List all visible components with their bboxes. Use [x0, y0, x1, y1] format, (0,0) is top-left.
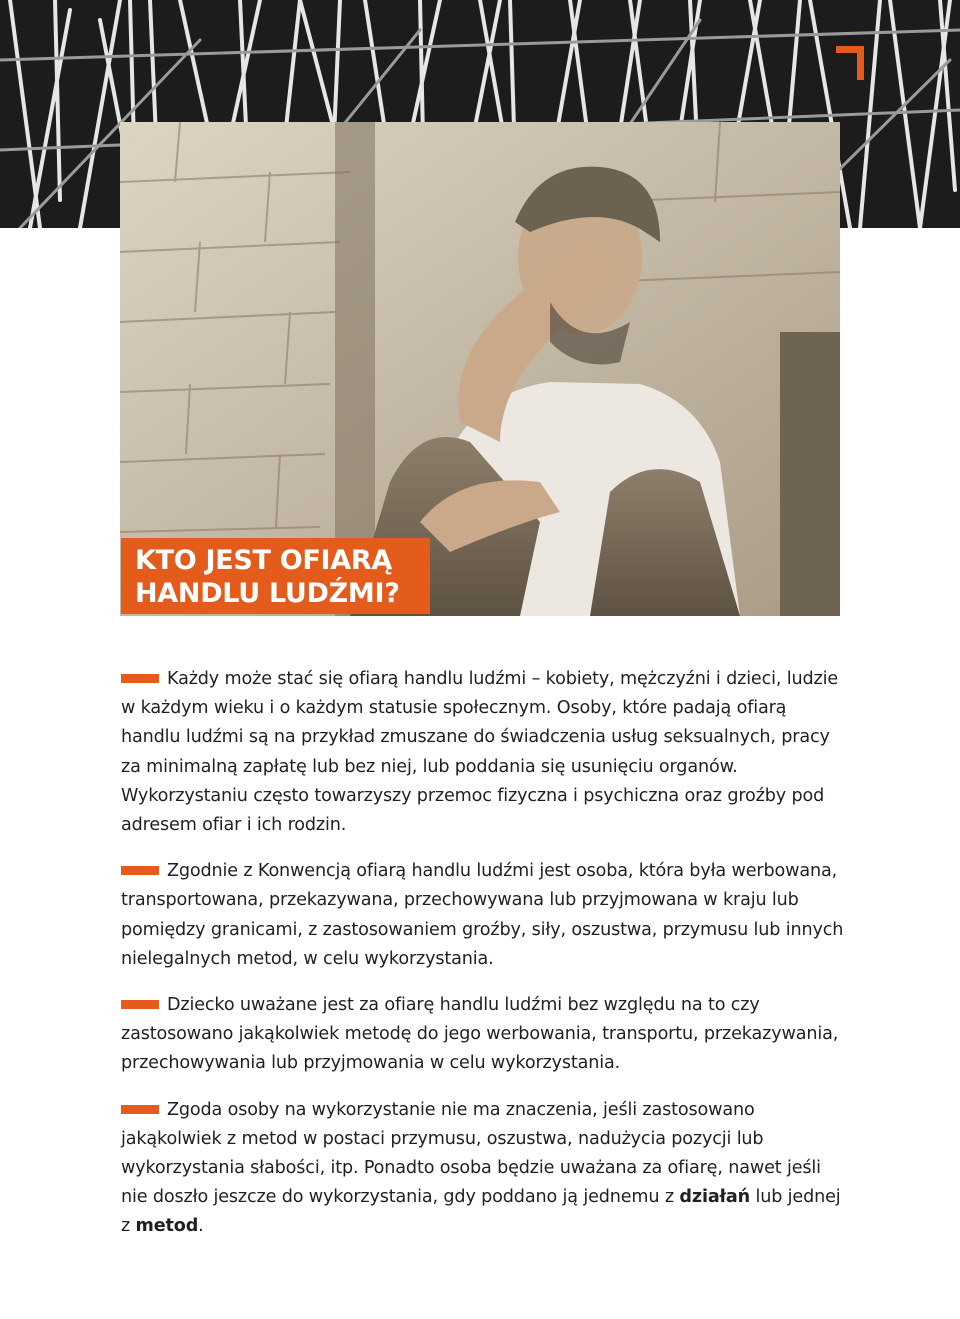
paragraph-3-text: Dziecko uważane jest za ofiarę handlu ludźmi bez względu na to czy zastosowano jakąkolwiek metodę do jego werbowania, transportu, przekazywania, przechowywania lub przyjmowania w celu wykorzystania. [121, 995, 839, 1074]
paragraph-3 [121, 991, 851, 1079]
title-line-1: KTO JEST OFIARĄ [135, 545, 392, 576]
bold-term-metod: metod [135, 1216, 199, 1237]
paragraph-4-text-middle: lub jednej z [121, 1187, 841, 1237]
paragraph-4-text: Zgoda osoby na wykorzystanie nie ma znaczenia, jeśli zastosowano jakąkolwiek z metod w postaci przymusu, oszustwa, nadużycia pozycji lub wykorzystania słabości, itp. Ponadto osoba będzie uważana za ofiarę, nawet jeśli nie doszło jeszcze do wykorzystania, gdy poddano ją jednemu z [121, 1099, 821, 1208]
paragraph-2-text: Zgodnie z Konwencją ofiarą handlu ludźmi jest osoba, która była werbowana, transportowana, przekazywana, przechowywana lub przyjmowana w kraju lub pomiędzy granicami, z zastosowaniem groźby, siły, oszustwa, przymusu lub innych nielegalnych metod, w celu wykorzystania. [121, 861, 844, 969]
paragraph-1 [121, 665, 851, 840]
corner-accent-mark [836, 46, 864, 80]
bullet-marker [121, 1000, 159, 1009]
title-banner [121, 538, 430, 614]
body-text [121, 665, 851, 1259]
bold-term-dzialan: działań [679, 1187, 751, 1208]
bullet-marker [121, 674, 159, 683]
paragraph-4-text-end: . [198, 1216, 204, 1237]
bullet-marker [121, 866, 159, 875]
title-line-2: HANDLU LUDŹMI? [135, 578, 400, 609]
paragraph-4 [121, 1096, 851, 1242]
bullet-marker [121, 1105, 159, 1114]
paragraph-1-text: Każdy może stać się ofiarą handlu ludźmi – kobiety, mężczyźni i dzieci, ludzie w każdym wieku i o każdym statusie społecznym. Osoby, które padają ofiarą handlu ludźmi są na przykład zmuszane do świadczenia usług seksualnych, pracy za minimalną zapłatę lub bez niej, lub poddania się usunięciu organów. Wykorzystaniu często towarzyszy przemoc fizyczna i psychiczna oraz groźby pod adresem ofiar i ich rodzin. [121, 669, 839, 836]
paragraph-2 [121, 857, 851, 974]
